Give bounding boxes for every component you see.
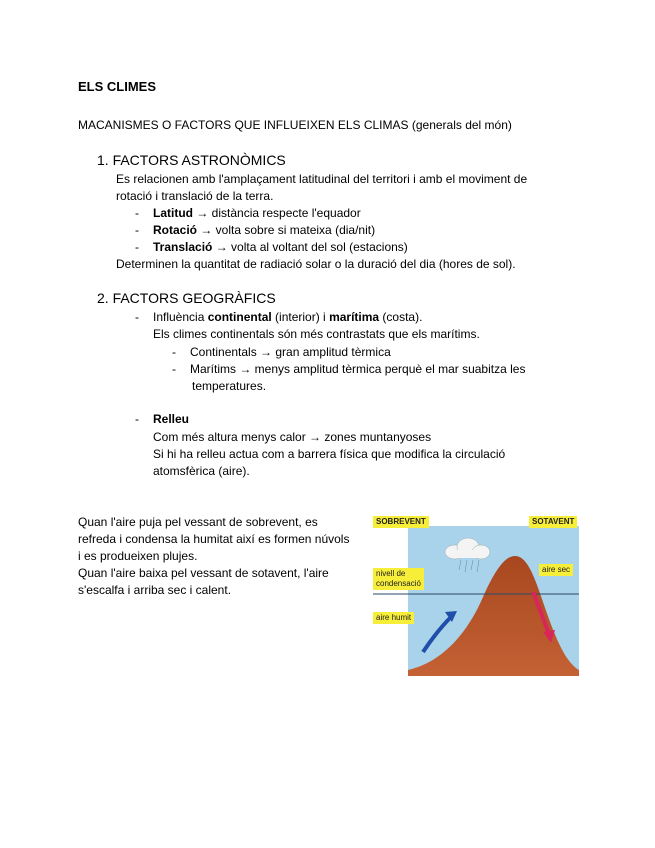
list-item-term: Rotació — [153, 223, 198, 237]
label-nivell-line1: nivell de — [376, 569, 406, 578]
section2-heading: 2. FACTORS GEOGRÀFICS — [97, 290, 276, 306]
paragraph-line: s'escalfa i arriba sec i calent. — [78, 583, 232, 597]
list-item-text: → volta al voltant del sol (estacions) — [212, 240, 408, 254]
sub-item-text: Marítims → menys amplitud tèrmica perquè el mar suabitza les — [190, 362, 526, 376]
paragraph-line: i es produeixen plujes. — [78, 549, 198, 563]
label-aire-humit: aire humit — [373, 612, 414, 624]
label-sotavent: SOTAVENT — [529, 516, 577, 528]
relleu-line1: Com més altura menys calor → zones muntanyoses — [153, 430, 432, 444]
sub-item-continuation: temperatures. — [192, 379, 267, 393]
diagram-graphic — [373, 512, 579, 676]
list-item — [135, 205, 361, 222]
bold-term: Relleu — [153, 412, 190, 426]
section1-intro-line1: Es relacionen amb l'amplaçament latitudinal del territori i amb el moviment de — [116, 172, 528, 186]
label-nivell — [373, 568, 424, 590]
relleu-line3: atomsfèrica (aire). — [153, 464, 250, 478]
list-item — [135, 411, 189, 428]
contrast-text: Els climes continentals són més contrastats que els marítims. — [153, 327, 480, 341]
bullet-dash: - — [172, 345, 176, 359]
text-span: Influència — [153, 310, 208, 324]
text-span: (costa). — [379, 310, 423, 324]
orographic-diagram — [373, 512, 579, 676]
list-item — [135, 239, 408, 256]
bullet-dash: - — [135, 206, 139, 220]
section1-heading: 1. FACTORS ASTRONÒMICS — [97, 152, 286, 168]
label-aire-sec: aire sec — [539, 564, 573, 576]
sub-item-text: Continentals → gran amplitud tèrmica — [190, 345, 391, 359]
sub-list-item — [172, 344, 391, 361]
section1-outro: Determinen la quantitat de radiació solar o la duració del dia (hores de sol). — [116, 257, 516, 271]
label-nivell-line2: condensació — [376, 579, 421, 588]
page-title: ELS CLIMES — [78, 79, 157, 94]
page-subtitle: MACANISMES O FACTORS QUE INFLUEIXEN ELS CLIMAS (generals del món) — [78, 118, 512, 132]
text-span: (interior) i — [271, 310, 330, 324]
list-item — [135, 309, 422, 326]
list-item-term: Translació — [153, 240, 213, 254]
paragraph-line: Quan l'aire baixa pel vessant de sotavent, l'aire — [78, 566, 329, 580]
bold-term: marítima — [329, 310, 380, 324]
list-item — [135, 222, 375, 239]
bullet-dash: - — [135, 240, 139, 254]
list-item-text: → distància respecte l'equador — [193, 206, 361, 220]
bullet-dash: - — [135, 223, 139, 237]
paragraph-line: Quan l'aire puja pel vessant de sobrevent, es — [78, 515, 318, 529]
list-item-term: Latitud — [153, 206, 193, 220]
label-sobrevent: SOBREVENT — [373, 516, 429, 528]
bold-term: continental — [207, 310, 272, 324]
section1-intro-line2: rotació i translació de la terra. — [116, 189, 274, 203]
list-item-text: → volta sobre si mateixa (dia/nit) — [197, 223, 376, 237]
bullet-dash: - — [135, 310, 139, 324]
relleu-line2: Si hi ha relleu actua com a barrera física que modifica la circulació — [153, 447, 506, 461]
sub-list-item — [172, 361, 525, 378]
bullet-dash: - — [172, 362, 176, 376]
paragraph-line: refreda i condensa la humitat així es formen núvols — [78, 532, 350, 546]
bullet-dash: - — [135, 412, 139, 426]
